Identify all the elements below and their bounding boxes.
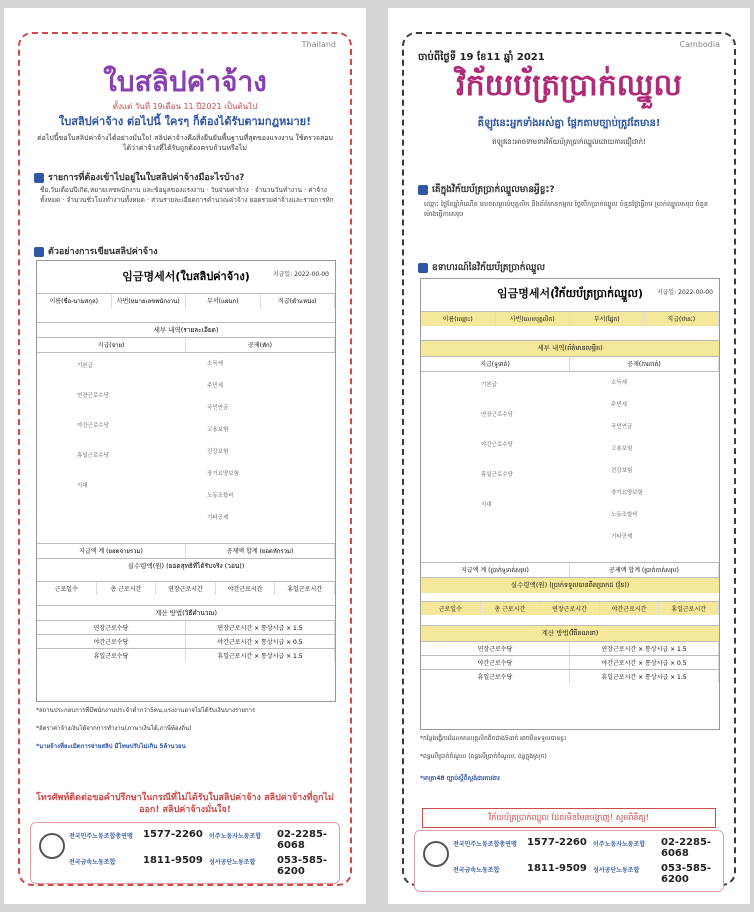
table-title: 임금명세서(ใบสลิปค่าจ้าง)	[122, 270, 250, 283]
deduct-item: 건강보험	[611, 468, 633, 474]
calc-label: 야간근로수당	[421, 656, 570, 669]
hours-cell: 근로일수	[37, 582, 97, 595]
question-2: ឧទាហរណ៍នៃវិក័យប័ត្រប្រាក់ឈ្នួល	[418, 262, 720, 275]
checklist-icon	[34, 173, 44, 183]
page-title: វិក័យប័ត្រប្រាក់ឈ្នួល	[456, 68, 682, 103]
intro-note: ต่อไปนี้ขอใบสลิปค่าจ้างได้อย่างมั่นใจ! สลิปค่าจ้างคือสิ่งยืนยันพื้นฐานที่สุดของแรงงาน ใช้ตรวจสอบได้ว่าค่าจ้างที่ได้รับถูกต้องครบถ้วนหรือไม่	[37, 134, 333, 152]
org-phone: 1811-9509	[527, 863, 587, 874]
deduct-item: 소득세	[207, 361, 223, 367]
org-name: 성서공단노동조합	[209, 859, 256, 866]
contact-box	[414, 830, 724, 892]
deduct-item: 국민연금	[207, 405, 229, 411]
hotline-text: โทรศัพท์ติดต่อขอคำปรึกษาในกรณีที่ไม่ได้รับใบสลิปค่าจ้าง สลิปค่าจ้างที่ถูกไม่ออก! สลิปค่าจ้างมั่นใจ!	[36, 793, 334, 816]
calc-formula: 휴일근로시간 × 통상시급 × 1.5	[186, 649, 335, 662]
document-icon	[34, 247, 44, 257]
calc-section: 계산 방법(วิธีคำนวณ)	[37, 605, 335, 620]
answer-1: ឈ្មោះ ថ្ងៃខែឆ្នាំកំណើត លេខសម្គាល់បុគ្គលិក និងព័ត៌មានកម្មករ ថ្ងៃបើកប្រាក់ឈ្នួល ចំនួនថ្ងៃធ្វើការ ប្រាក់ឈ្នួលសរុប ចំនួនម៉ោងធ្វើការសរុប	[424, 200, 708, 218]
effective-date: ចាប់ពីថ្ងៃទី 19 ខែ11 ឆ្នាំ 2021	[418, 52, 545, 63]
header-row	[421, 311, 719, 326]
calc-formula: 야간근로시간 × 통상시급 × 0.5	[570, 656, 719, 669]
total-pay: 지급액 계 (ยอดจ่ายรวม)	[37, 544, 186, 558]
calc-section: 계산 방법(វិធីគណនា)	[421, 625, 719, 641]
pay-item: 휴일근로수당	[481, 472, 513, 478]
subtitle: ใบสลิปค่าจ้าง ต่อไปนี้ ใครๆ ก็ต้องได้รับตามกฎหมาย!	[58, 115, 312, 128]
calc-label: 연장근로수당	[421, 642, 570, 655]
deduct-label: 공제(ការកាត់)	[570, 357, 719, 371]
header-cell: 직급(ตำแหน่ง)	[261, 294, 336, 308]
deduct-item: 소득세	[611, 380, 627, 386]
question-2: ตัวอย่างการเขียนสลิปค่าจ้าง	[34, 244, 336, 258]
org-phone: 02-2285-6068	[277, 829, 328, 851]
header-cell: 부서(ផ្នែក)	[570, 312, 645, 326]
table-date: 지급일: 2022-00-00	[272, 271, 329, 278]
question-1: តើក្នុងវិក័យប័ត្រប្រាក់ឈ្នួលមានអ្វីខ្លះ?	[418, 184, 720, 197]
contact-box	[30, 822, 340, 884]
checklist-icon	[418, 185, 428, 195]
deduct-item: 주민세	[611, 402, 627, 408]
totals-row	[37, 543, 335, 558]
header-cell: 이름(ឈ្មោះ)	[421, 312, 496, 326]
calc-label: 야간근로수당	[37, 635, 186, 648]
pay-deduct-row	[37, 337, 335, 352]
deduct-item: 건강보험	[207, 449, 229, 455]
phone-icon	[39, 833, 65, 859]
thai-page	[4, 8, 366, 904]
org-name: 전국금속노동조합	[453, 867, 500, 874]
hours-cell: 연장근로시간	[540, 602, 600, 615]
country-label: Cambodia	[679, 40, 720, 49]
calc-row	[421, 655, 719, 669]
hours-cell: 야간근로시간	[216, 582, 276, 595]
org-phone: 1577-2260	[527, 837, 587, 848]
deduct-item: 주민세	[207, 383, 223, 389]
subtitle: គឺឡូវនេះអ្នកទាំងអស់គ្នា ផ្ដែកតាមច្បាប់ត្រូវតែមាន!	[477, 118, 661, 129]
deduct-item: 기타공제	[207, 515, 229, 521]
total-pay: 지급액 계 (ប្រាក់ទូទាត់សរុប)	[421, 563, 570, 577]
pay-item: 기본급	[481, 382, 497, 388]
header-cell: 직급(ឋានៈ)	[645, 312, 720, 326]
items-grid	[37, 352, 335, 543]
calc-row	[37, 620, 335, 634]
pay-item: 연장근로수당	[77, 393, 109, 399]
org-name: 이주노동자노동조합	[209, 833, 262, 840]
deduct-item: 노동조합비	[611, 512, 638, 518]
hours-cell: 총 근로시간	[481, 602, 541, 615]
org-name: 성서공단노동조합	[593, 867, 640, 874]
items-grid	[421, 371, 719, 562]
org-phone: 1577-2260	[143, 829, 203, 840]
hours-cell: 총 근로시간	[97, 582, 157, 595]
answer-1: ชื่อ,วันเดือนปีเกิด,หมายเลขพนักงาน และข้อมูลของแรงงาน · วันจ่ายค่าจ้าง · จำนวนวันทำงาน · ค่าจ้างทั้งหมด · จำนวนชั่วโมงทำงานทั้งหมด · ส่วนรายละเอียดการคำนวณค่าจ้าง ยอดรวมค่าจ้างและรายการหัก	[40, 186, 334, 204]
total-deduct: 공제액 합계 (ยอดหักรวม)	[186, 544, 335, 558]
law-note: *មាត្រា48 ច្បាប់ស្ដីពីស្ដង់ដារការងារ	[420, 775, 500, 782]
pay-deduct-row	[421, 356, 719, 371]
calc-row	[421, 669, 719, 683]
payslip-table	[36, 260, 336, 702]
header-row	[37, 293, 335, 308]
header-cell: 사번(លេខបុគ្គលិក)	[496, 312, 571, 326]
hours-row	[37, 581, 335, 595]
document-icon	[418, 263, 428, 273]
intro-note: ឥឡូវនេះអាចទាមទារវិក័យប័ត្រប្រាក់ឈ្នួលដោយការជឿជាក់!	[492, 138, 646, 146]
footnote-1: *កន្លែងធ្វើការដែលមានបុគ្គលិកតិចជាង5នាក់ អាចមិនទទួលបានខ្លះ	[420, 735, 567, 742]
org-phone: 1811-9509	[143, 855, 203, 866]
hours-cell: 연장근로시간	[156, 582, 216, 595]
pay-item: 기본급	[77, 363, 93, 369]
pay-item: 연장근로수당	[481, 412, 513, 418]
hours-cell: 휴일근로시간	[659, 602, 719, 615]
country-label: Thailand	[301, 40, 336, 49]
table-date: 지급일: 2022-00-00	[656, 289, 713, 296]
pay-item: 식대	[481, 502, 492, 508]
net-pay: 실수령액(원) (ยอดสุทธิที่ได้รับจริง (วอน))	[37, 558, 335, 573]
header-cell: 사번(หมายเลขพนักงาน)	[112, 294, 187, 308]
footnote-1: *สถานประกอบการที่มีพนักงานประจำต่ำกว่า5คน,แรงงานอาจไม่ได้รับเงินบางรายการ	[36, 707, 256, 714]
pay-item: 식대	[77, 483, 88, 489]
calc-label: 연장근로수당	[37, 621, 186, 634]
deduct-item: 노동조합비	[207, 493, 234, 499]
footnote-2: *อัตราค่าจ้างเงินได้จากการทำงาน(ภาษาเงินได้,ภาษีท้องถิ่น)	[36, 725, 192, 732]
pay-item: 휴일근로수당	[77, 453, 109, 459]
hours-row	[421, 601, 719, 615]
org-name: 전국민주노동조합총연맹	[453, 841, 517, 848]
pay-item: 야간근로수당	[77, 423, 109, 429]
org-phone: 053-585-6200	[277, 855, 328, 877]
org-name: 이주노동자노동조합	[593, 841, 646, 848]
details-section: 세부 내역(รายละเอียด)	[37, 322, 335, 337]
deduct-item: 고용보험	[611, 446, 633, 452]
deduct-item: 장기요양보험	[207, 471, 239, 477]
total-deduct: 공제액 합계 (ប្រាក់កាត់សរុប)	[570, 563, 719, 577]
question-1: รายการที่ต้องเข้าไปอยู่ในใบสลิปค่าจ้างมีอะไรบ้าง?	[34, 170, 336, 184]
deduct-item: 국민연금	[611, 424, 633, 430]
hours-cell: 휴일근로시간	[275, 582, 335, 595]
calc-row	[37, 648, 335, 662]
hours-cell: 근로일수	[421, 602, 481, 615]
net-pay: 실수령액(원) (ប្រាក់ទទួលបានពិតប្រាកដ (វ៉ុន))	[421, 577, 719, 593]
header-cell: 이름(ชื่อ-นามสกุล)	[37, 294, 112, 308]
calc-row	[421, 641, 719, 655]
deduct-label: 공제(หัก)	[186, 338, 335, 352]
deduct-item: 장기요양보험	[611, 490, 643, 496]
hours-cell: 야간근로시간	[600, 602, 660, 615]
cta-banner: វិក័យប័ត្រប្រាក់ឈ្នួល ដែលមិនមែនបង្ហាញ! សូមពិនិត្យ!	[422, 808, 716, 828]
calc-label: 휴일근로수당	[421, 670, 570, 683]
totals-row	[421, 562, 719, 577]
org-name: 전국민주노동조합총연맹	[69, 833, 133, 840]
payslip-table	[420, 278, 720, 730]
calc-formula: 연장근로시간 × 통상시급 × 1.5	[186, 621, 335, 634]
law-note: *นายจ้างที่ละเมิดการจ่ายสลิป มีโทษปรับไม่เกิน 5ล้านวอน	[36, 743, 186, 750]
deduct-item: 기타공제	[611, 534, 633, 540]
effective-date: ตั้งแต่ วันที่ 19เดือน 11 ปี2021 เป็นต้นไป	[112, 102, 258, 111]
org-phone: 053-585-6200	[661, 863, 712, 885]
org-name: 전국금속노동조합	[69, 859, 116, 866]
org-phone: 02-2285-6068	[661, 837, 712, 859]
calc-formula: 연장근로시간 × 통상시급 × 1.5	[570, 642, 719, 655]
calc-formula: 휴일근로시간 × 통상시급 × 1.5	[570, 670, 719, 683]
calc-row	[37, 634, 335, 648]
pay-item: 야간근로수당	[481, 442, 513, 448]
footnote-2: *ពន្ធលើប្រាក់ចំណូល (ពន្ធលើប្រាក់ចំណូល, ពន្ធក្នុងស្រុក)	[420, 753, 547, 760]
table-title: 임금명세서(វិក័យប័ត្រប្រាក់ឈ្នួល)	[496, 287, 643, 300]
calc-label: 휴일근로수당	[37, 649, 186, 662]
phone-icon	[423, 841, 449, 867]
header-cell: 부서(แผนก)	[186, 294, 261, 308]
deduct-item: 고용보험	[207, 427, 229, 433]
pay-label: 지급(จ่าย)	[37, 338, 186, 352]
pay-label: 지급(ទូទាត់)	[421, 357, 570, 371]
calc-formula: 야간근로시간 × 통상시급 × 0.5	[186, 635, 335, 648]
page-title: ใบสลิปค่าจ้าง	[103, 65, 267, 98]
khmer-page	[388, 8, 750, 904]
details-section: 세부 내역(ព័ត៌មានលម្អិត)	[421, 340, 719, 356]
